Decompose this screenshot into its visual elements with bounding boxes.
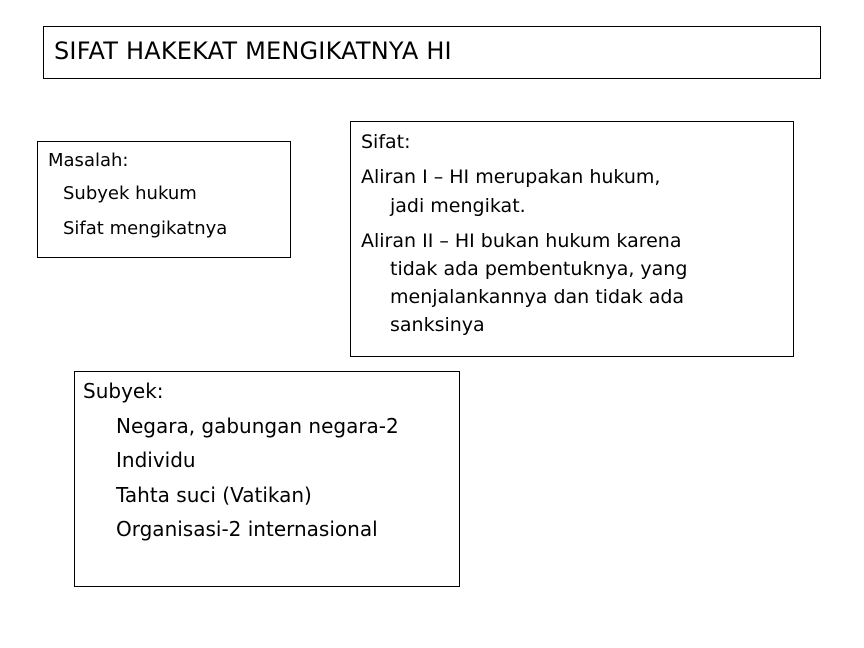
aliran-2-line-2: tidak ada pembentuknya, yang xyxy=(390,258,688,280)
title-box xyxy=(43,26,821,79)
subyek-item-organisasi: Organisasi-2 internasional xyxy=(116,517,378,541)
masalah-item-subyek-hukum: Subyek hukum xyxy=(63,183,197,204)
aliran-2-line-4: sanksinya xyxy=(390,314,485,336)
aliran-2-line-1: Aliran II – HI bukan hukum karena xyxy=(361,230,682,252)
masalah-box xyxy=(37,141,291,258)
subyek-item-tahta-suci: Tahta suci (Vatikan) xyxy=(116,483,312,507)
aliran-1-line-2: jadi mengikat. xyxy=(390,195,526,217)
subyek-item-negara: Negara, gabungan negara-2 xyxy=(116,414,399,438)
aliran-1-line-1: Aliran I – HI merupakan hukum, xyxy=(361,166,661,188)
subyek-heading: Subyek: xyxy=(83,379,164,403)
sifat-box xyxy=(350,121,794,357)
sifat-heading: Sifat: xyxy=(361,131,411,153)
subyek-box xyxy=(74,371,460,587)
masalah-item-sifat-mengikatnya: Sifat mengikatnya xyxy=(63,218,228,239)
masalah-heading: Masalah: xyxy=(48,150,129,171)
subyek-item-individu: Individu xyxy=(116,448,196,472)
slide-title: SIFAT HAKEKAT MENGIKATNYA HI xyxy=(54,37,452,65)
aliran-2-line-3: menjalankannya dan tidak ada xyxy=(390,286,685,308)
